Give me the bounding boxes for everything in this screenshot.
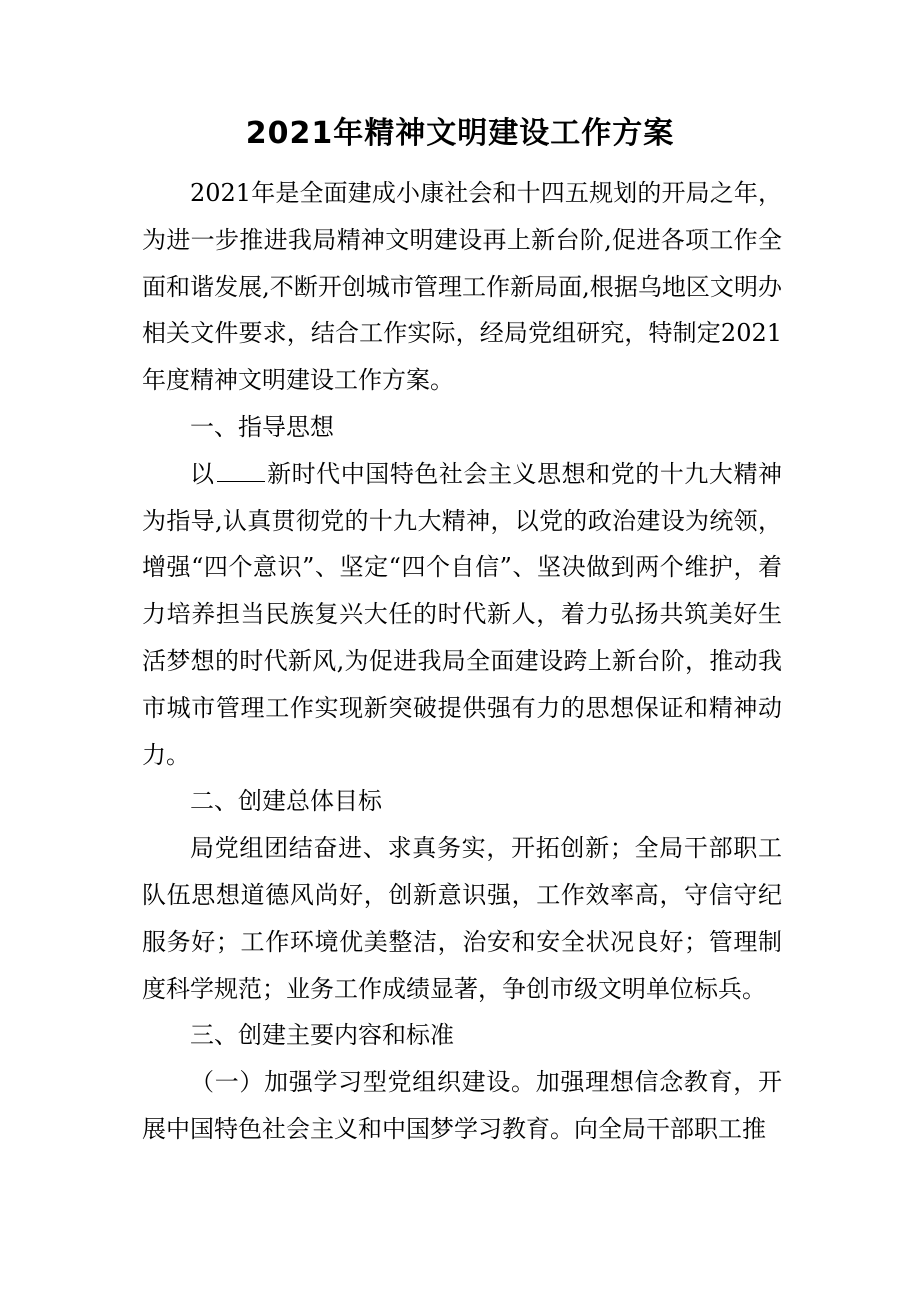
main-content-item-1: （一）加强学习型党组织建设。加强理想信念教育，开展中国特色社会主义和中国梦学习教育。向全局干部职工推 [142,1068,782,1143]
section-heading-overall-goal: 二、创建总体目标 [190,787,382,816]
document-body [142,170,782,1153]
guiding-ideology-paragraph [142,451,782,779]
section-heading-main-content: 三、创建主要内容和标准 [190,1021,454,1050]
guiding-ideology-text: 新时代中国特色社会主义思想和党的十九大精神为指导,认真贯彻党的十九大精神，以党的政治建设为统领，增强“四个意识”、坚定“四个自信”、坚决做到两个维护，着力培养担当民族复兴大任的时代新人，着力弘扬共筑美好生活梦想的时代新风,为促进我局全面建设跨上新台阶，推动我市城市管理工作实现新突破提供强有力的思想保证和精神动力。 [142,459,782,769]
guiding-ideology-prefix: 以 [190,459,215,488]
intro-paragraph: 2021年是全面建成小康社会和十四五规划的开局之年，为进一步推进我局精神文明建设再上新台阶,促进各项工作全面和谐发展,不断开创城市管理工作新局面,根据乌地区文明办相关文件要求，结合工作实际，经局党组研究，特制定2021年度精神文明建设工作方案。 [142,179,782,395]
section-heading-guiding-ideology: 一、指导思想 [190,412,334,441]
blank-underline [217,463,265,482]
document-title: 2021年精神文明建设工作方案 [245,116,675,151]
overall-goal-paragraph: 局党组团结奋进、求真务实，开拓创新；全局干部职工队伍思想道德风尚好，创新意识强，工作效率高，守信守纪服务好；工作环境优美整洁，治安和安全状况良好；管理制度科学规范；业务工作成绩显著，争创市级文明单位标兵。 [142,834,782,1003]
